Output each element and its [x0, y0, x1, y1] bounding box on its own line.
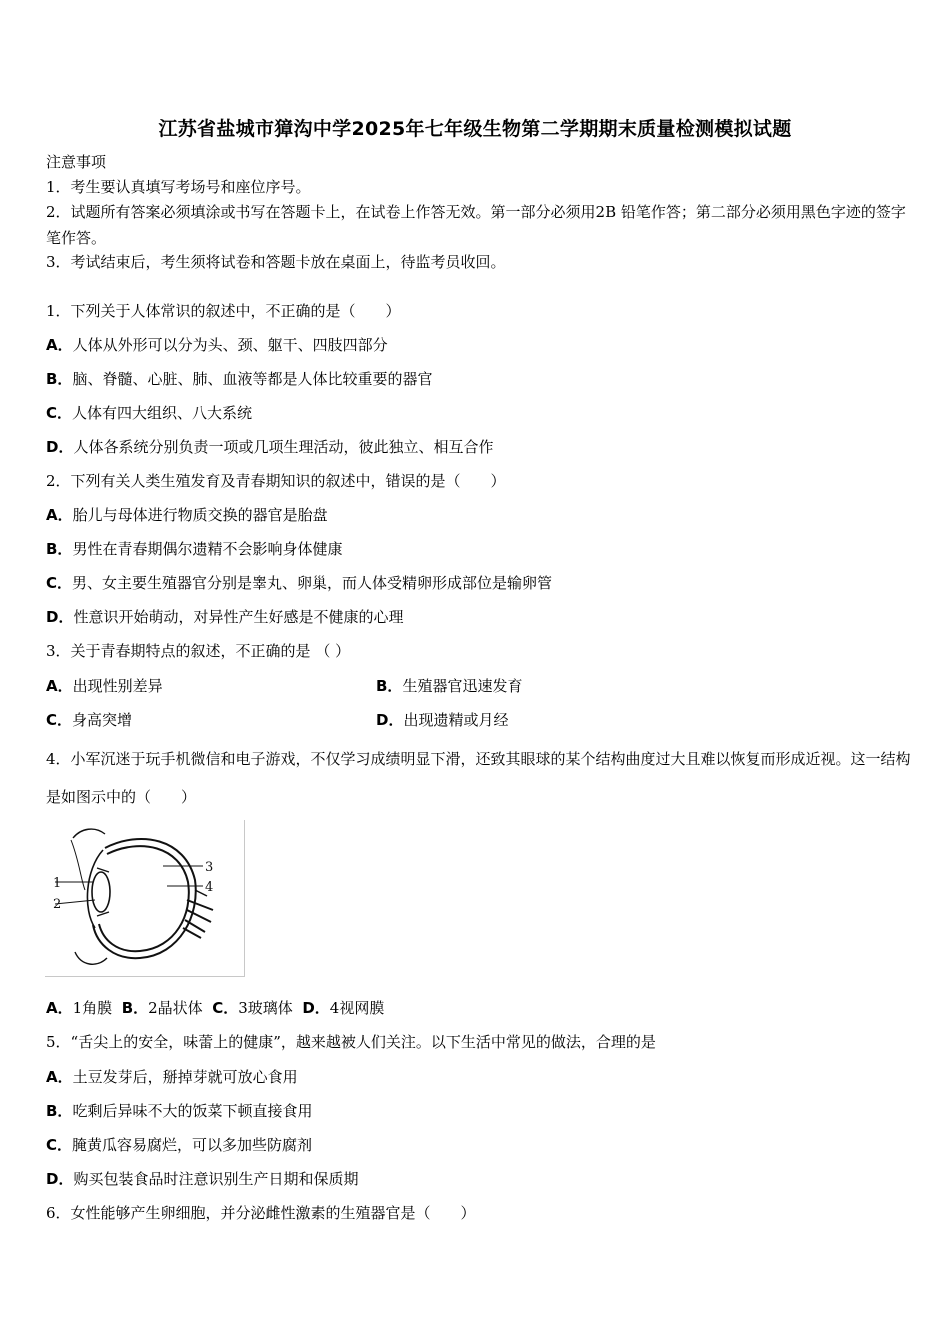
option-text: 4视网膜: [329, 999, 385, 1017]
option-label: C．: [46, 574, 73, 592]
option-text: 男、女主要生殖器官分别是睾丸、卵巢，而人体受精卵形成部位是输卵管: [72, 574, 553, 592]
notice-item: 3．考试结束后，考生须将试卷和答题卡放在桌面上，待监考员收回。: [46, 253, 506, 271]
option-label: B．: [46, 540, 73, 558]
page-title: 江苏省盐城市獐沟中学2025年七年级生物第二学期期末质量检测模拟试题: [158, 118, 792, 140]
eye-diagram-figure: [45, 820, 245, 977]
option-text: 出现遗精或月经: [403, 711, 509, 729]
figure-label: 3: [205, 860, 214, 875]
option-text: 出现性别差异: [72, 677, 163, 695]
option-label: B．: [46, 370, 73, 388]
option-text: 人体从外形可以分为头、颈、躯干、四肢四部分: [72, 336, 388, 354]
option-text: 人体有四大组织、八大系统: [72, 404, 253, 422]
option-label: B．: [376, 677, 403, 695]
option-label: D．: [46, 438, 74, 456]
option-text: 男性在青春期偶尔遗精不会影响身体健康: [72, 540, 343, 558]
question-stem: 6．女性能够产生卵细胞，并分泌雌性激素的生殖器官是（ ）: [46, 1204, 476, 1222]
option-label: C．: [46, 1136, 73, 1154]
option-label: A．: [46, 336, 73, 354]
option-text: 人体各系统分别负责一项或几项生理活动，彼此独立、相互合作: [73, 438, 494, 456]
question-stem: 5．“舌尖上的安全，味蕾上的健康”，越来越被人们关注。以下生活中常见的做法，合理的是: [46, 1033, 656, 1051]
option-label: D．: [302, 999, 330, 1017]
answer-option[interactable]: [46, 1101, 312, 1121]
answer-option[interactable]: [46, 573, 552, 593]
answer-option[interactable]: [46, 369, 432, 389]
answer-option[interactable]: [122, 999, 203, 1017]
answer-option[interactable]: [46, 710, 132, 730]
eye-structure-diagram: [45, 820, 244, 976]
option-label: D．: [46, 608, 74, 626]
answer-option[interactable]: [46, 999, 112, 1017]
notice-item: 1．考生要认真填写考场号和座位序号。: [46, 178, 311, 196]
notice-item: 2．试题所有答案必须填涂或书写在答题卡上，在试卷上作答无效。第一部分必须用2B 铅笔作答；第二部分必须用黑色字迹的签字笔作答。: [46, 203, 906, 247]
option-label: A．: [46, 677, 73, 695]
answer-option[interactable]: [46, 607, 403, 627]
answer-option[interactable]: [376, 710, 508, 730]
option-text: 性意识开始萌动，对异性产生好感是不健康的心理: [73, 608, 404, 626]
option-label: D．: [46, 1170, 74, 1188]
answer-option[interactable]: [212, 999, 293, 1017]
answer-option[interactable]: [46, 676, 163, 696]
option-text: 生殖器官迅速发育: [402, 677, 523, 695]
option-text: 脑、脊髓、心脏、肺、血液等都是人体比较重要的器官: [72, 370, 433, 388]
notice-heading: 注意事项: [46, 153, 107, 171]
answer-option[interactable]: [46, 539, 342, 559]
answer-option[interactable]: [46, 403, 252, 423]
answer-option[interactable]: [376, 676, 522, 696]
option-text: 购买包装食品时注意识别生产日期和保质期: [73, 1170, 359, 1188]
question-stem: 1．下列关于人体常识的叙述中，不正确的是（ ）: [46, 302, 401, 320]
option-label: C．: [212, 999, 239, 1017]
answer-option[interactable]: [302, 999, 384, 1017]
answer-option[interactable]: [46, 505, 328, 525]
option-text: 吃剩后异味不大的饭菜下顿直接食用: [72, 1102, 313, 1120]
figure-label: 2: [53, 897, 62, 912]
answer-option[interactable]: [46, 335, 388, 355]
answer-option[interactable]: [46, 1169, 358, 1189]
question-stem: 3．关于青春期特点的叙述，不正确的是 （ ）: [46, 642, 351, 660]
option-text: 腌黄瓜容易腐烂，可以多加些防腐剂: [72, 1136, 313, 1154]
answer-option[interactable]: [46, 1135, 312, 1155]
option-text: 1角膜: [72, 999, 113, 1017]
option-row: [46, 998, 384, 1018]
option-label: B．: [121, 999, 149, 1017]
option-text: 身高突增: [72, 711, 133, 729]
option-text: 胎儿与母体进行物质交换的器官是胎盘: [72, 506, 328, 524]
answer-option[interactable]: [46, 1067, 298, 1087]
option-label: C．: [46, 711, 73, 729]
question-stem: 4．小军沉迷于玩手机微信和电子游戏，不仅学习成绩明显下滑，还致其眼球的某个结构曲度过大且难以恢复而形成近视。这一结构是如图示中的（ ）: [46, 750, 911, 806]
option-label: D．: [376, 711, 404, 729]
option-label: C．: [46, 404, 73, 422]
option-text: 土豆发芽后，掰掉芽就可放心食用: [72, 1068, 298, 1086]
option-label: A．: [46, 999, 73, 1017]
figure-label: 4: [205, 880, 214, 895]
option-text: 3玻璃体: [238, 999, 293, 1017]
option-label: A．: [46, 506, 73, 524]
option-text: 2晶状体: [148, 999, 203, 1017]
figure-label: 1: [53, 876, 62, 891]
option-label: A．: [46, 1068, 73, 1086]
option-label: B．: [46, 1102, 73, 1120]
answer-option[interactable]: [46, 437, 493, 457]
question-stem: 2．下列有关人类生殖发育及青春期知识的叙述中，错误的是（ ）: [46, 472, 506, 490]
